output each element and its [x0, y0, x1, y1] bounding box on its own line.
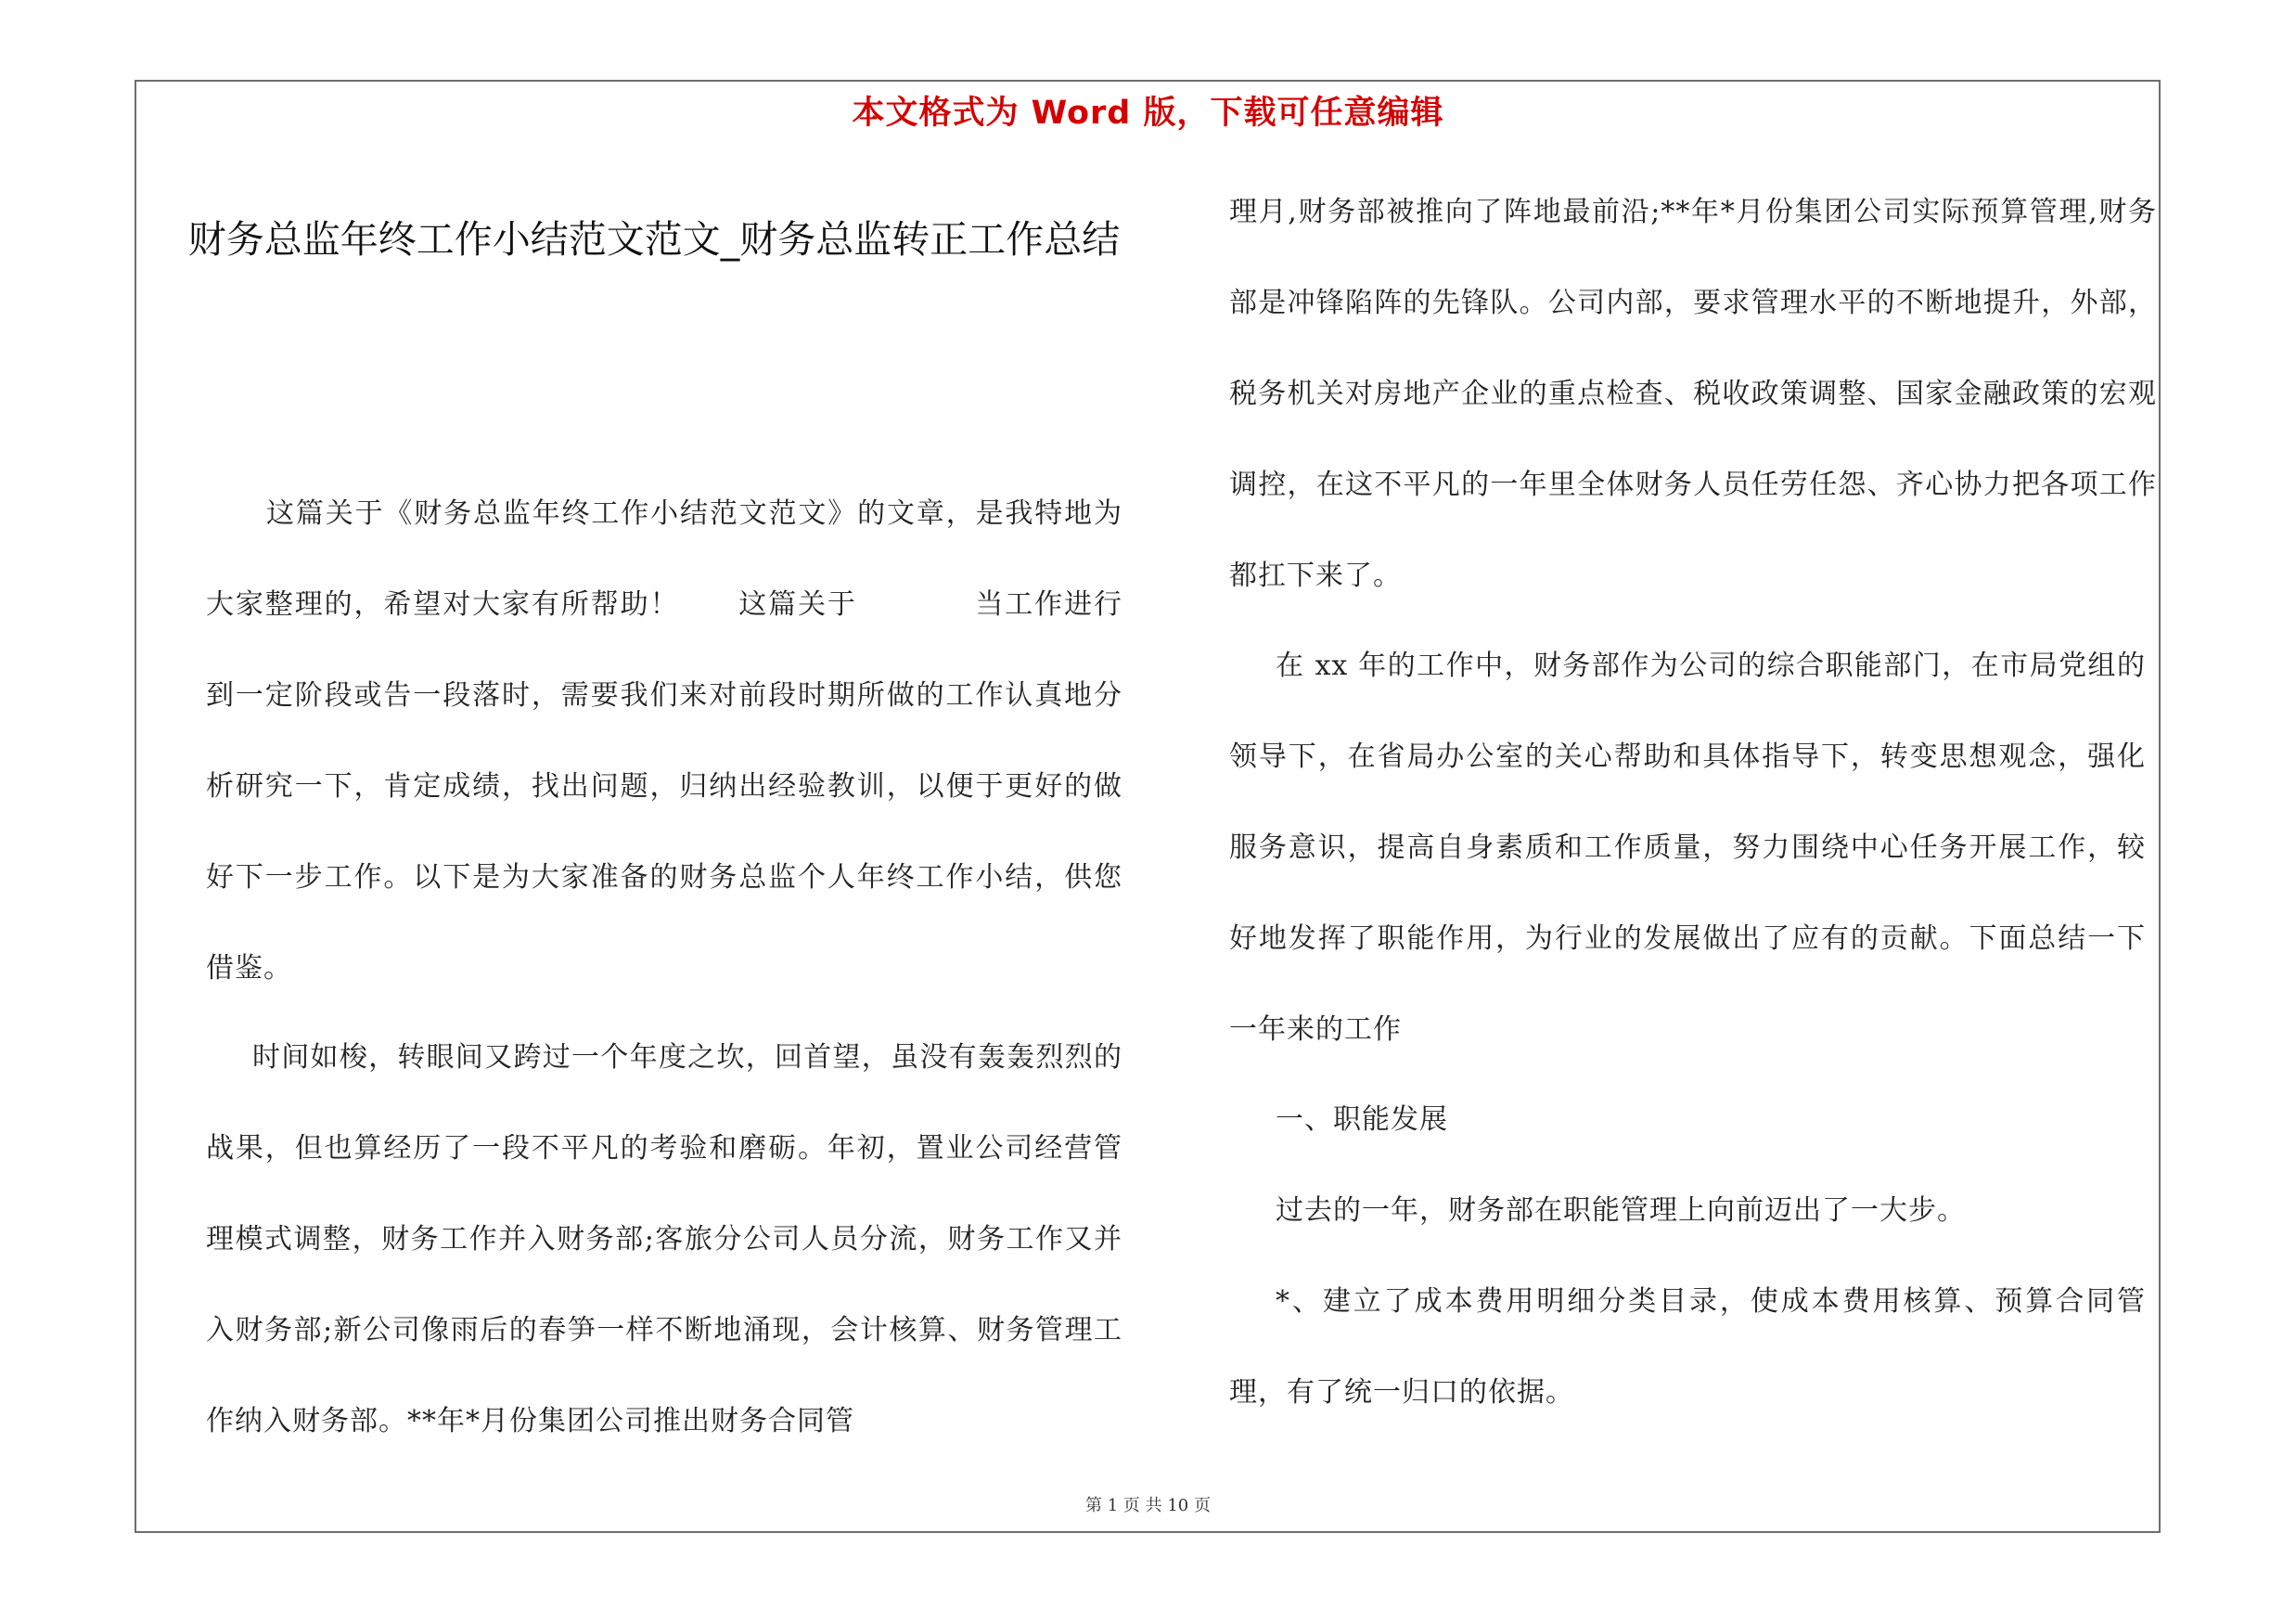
left-paragraph-1: 这篇关于《财务总监年终工作小结范文范文》的文章，是我特地为大家整理的，希望对大家有所帮助！ 这篇关于 当工作进行到一定阶段或告一段落时，需要我们来对前段时期所做的工作认真地分析研究一下，肯定成绩，找出问题，归纳出经验教训，以便于更好的做好下一步工作。以下是为大家准备的财务总监个人年终工作小结，供您借鉴。 [206, 497, 1122, 985]
right-paragraph-4: *、建立了成本费用明细分类目录，使成本费用核算、预算合同管理，有了统一归口的依据。 [1229, 1285, 2146, 1409]
page-number-footer: 第 1 页 共 10 页 [1085, 1496, 1211, 1515]
right-heading-section-1: 一、职能发展 [1276, 1103, 1448, 1136]
left-paragraph-2: 时间如梭，转眼间又跨过一个年度之坎，回首望，虽没有轰轰烈烈的战果，但也算经历了一段不平凡的考验和磨砺。年初，置业公司经营管理模式调整，财务工作并入财务部;客旅分公司人员分流，财务工作又并入财务部;新公司像雨后的春笋一样不断地涌现，会计核算、财务管理工作纳入财务部。**年*月份集团公司推出财务合同管 [206, 1041, 1122, 1437]
right-paragraph-3: 过去的一年，财务部在职能管理上向前迈出了一大步。 [1276, 1194, 1966, 1227]
format-banner: 本文格式为 Word 版，下载可任意编辑 [852, 95, 1444, 132]
right-paragraph-2: 在 xx 年的工作中，财务部作为公司的综合职能部门，在市局党组的领导下，在省局办公室的关心帮助和具体指导下，转变思想观念，强化服务意识，提高自身素质和工作质量，努力围绕中心任务开展工作，较好地发挥了职能作用，为行业的发展做出了应有的贡献。下面总结一下一年来的工作 [1229, 650, 2146, 1046]
document-title: 财务总监年终工作小结范文范文_财务总监转正工作总结 [187, 217, 1121, 262]
right-paragraph-1: 理月,财务部被推向了阵地最前沿;**年*月份集团公司实际预算管理,财务部是冲锋陷阵的先锋队。公司内部，要求管理水平的不断地提升，外部，税务机关对房地产企业的重点检查、税收政策调整、国家金融政策的宏观调控，在这不平凡的一年里全体财务人员任劳任怨、齐心协力把各项工作都扛下来了。 [1229, 196, 2157, 592]
